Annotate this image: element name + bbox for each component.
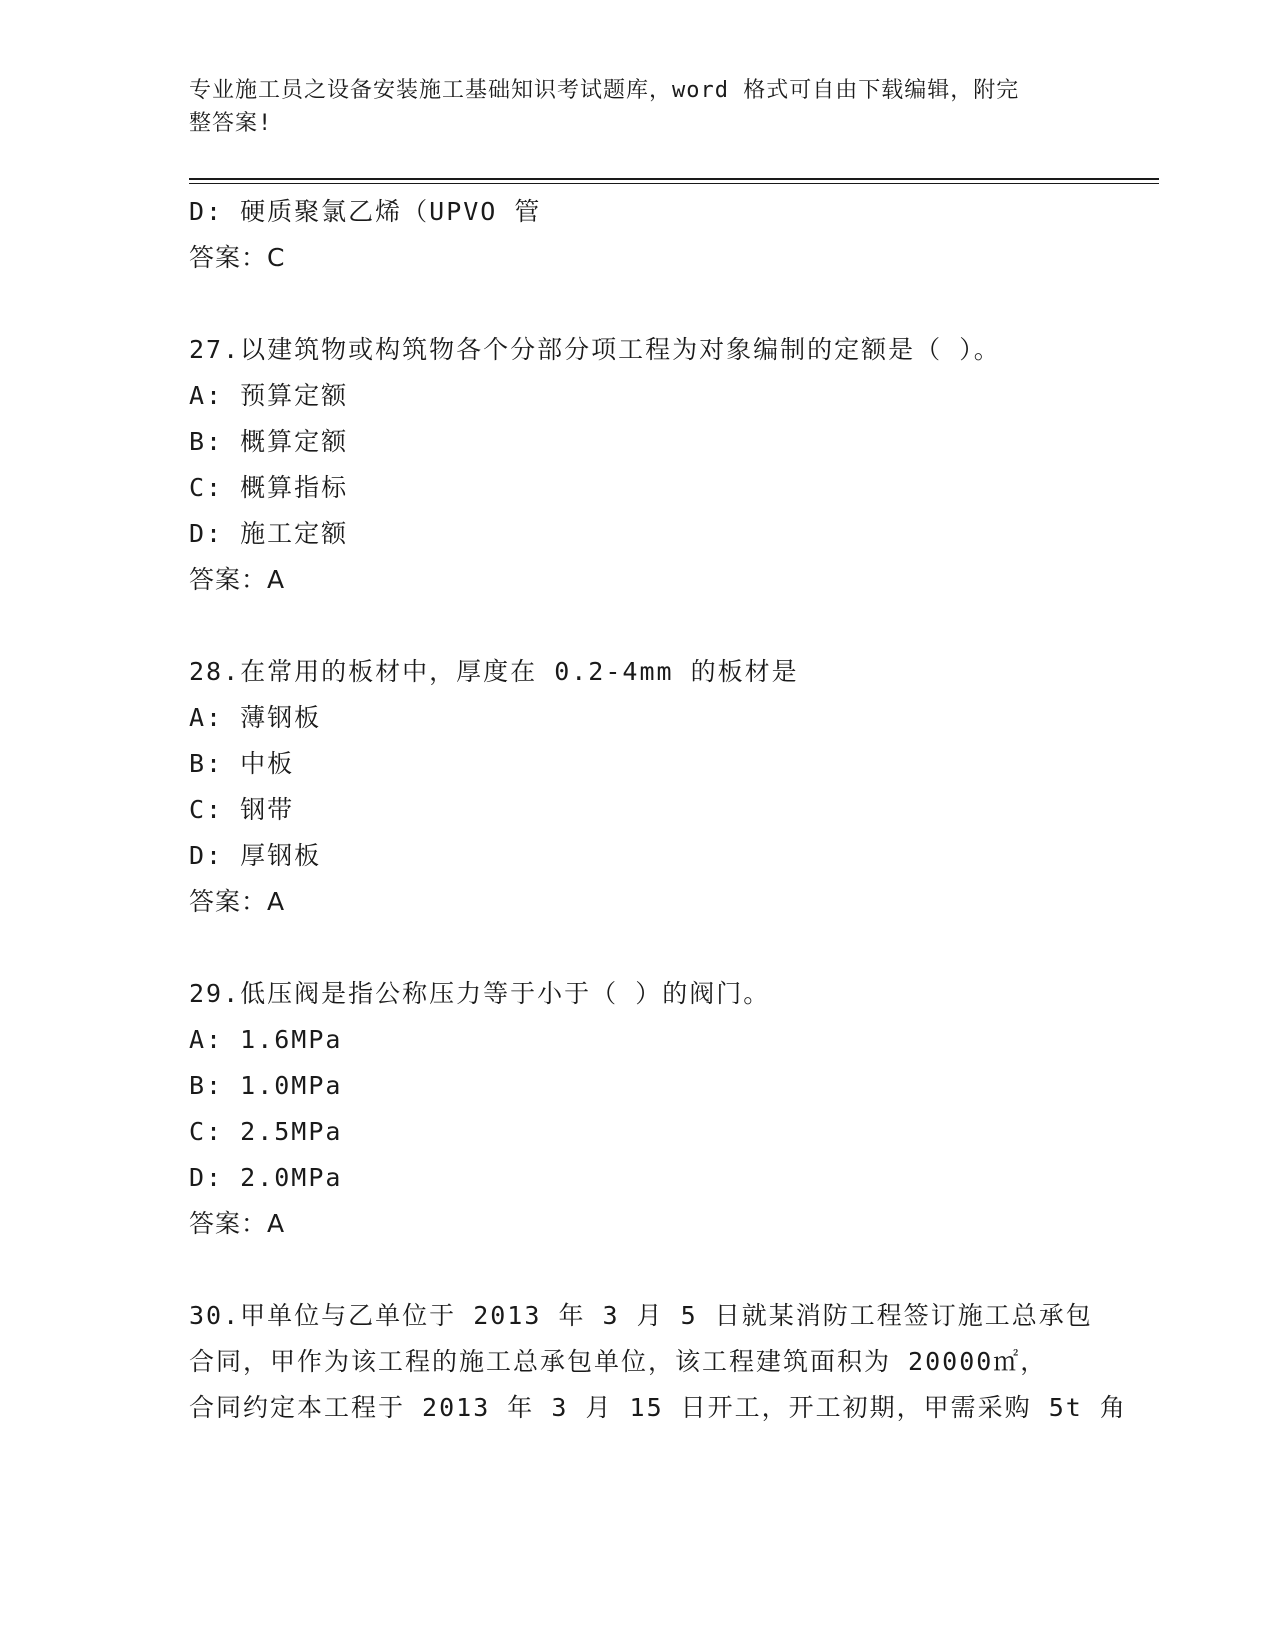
- question-26: [189, 189, 1089, 281]
- question-stem: 28.在常用的板材中，厚度在 0.2-4mm 的板材是: [189, 657, 799, 686]
- header-divider-thin: [189, 183, 1159, 184]
- answer-label: 答案：A: [189, 565, 286, 594]
- question-stem: 29.低压阀是指公称压力等于小于（ ）的阀门。: [189, 979, 771, 1008]
- header-line-1: 专业施工员之设备安装施工基础知识考试题库，word 格式可自由下载编辑，附完: [189, 78, 1020, 103]
- answer-label: 答案：A: [189, 887, 286, 916]
- answer-label: 答案：C: [189, 243, 286, 272]
- spacer: [189, 603, 1089, 649]
- option-d: D: 硬质聚氯乙烯（UPVO 管: [189, 197, 542, 226]
- document-header: [189, 74, 1069, 140]
- question-stem-line-2: 合同，甲作为该工程的施工总承包单位，该工程建筑面积为 20000㎡，: [189, 1347, 1048, 1376]
- option-b: B: 1.0MPa: [189, 1071, 343, 1100]
- question-29: [189, 971, 1089, 1247]
- question-30: [189, 1293, 1127, 1431]
- option-b: B: 概算定额: [189, 427, 349, 456]
- question-stem-line-1: 30.甲单位与乙单位于 2013 年 3 月 5 日就某消防工程签订施工总承包: [189, 1301, 1093, 1330]
- question-stem: 27.以建筑物或构筑物各个分部分项工程为对象编制的定额是（ ）。: [189, 335, 1001, 364]
- option-d: D: 施工定额: [189, 519, 349, 548]
- header-divider-thick: [189, 178, 1159, 180]
- option-a: A: 薄钢板: [189, 703, 322, 732]
- option-c: C: 2.5MPa: [189, 1117, 343, 1146]
- option-c: C: 钢带: [189, 795, 295, 824]
- option-a: A: 预算定额: [189, 381, 349, 410]
- spacer: [189, 281, 1089, 327]
- spacer: [189, 1247, 1089, 1293]
- option-a: A: 1.6MPa: [189, 1025, 343, 1054]
- option-b: B: 中板: [189, 749, 295, 778]
- option-c: C: 概算指标: [189, 473, 349, 502]
- question-27: [189, 327, 1089, 603]
- question-28: [189, 649, 1089, 925]
- spacer: [189, 925, 1089, 971]
- answer-label: 答案：A: [189, 1209, 286, 1238]
- header-line-2: 整答案!: [189, 111, 273, 136]
- question-list: [189, 189, 1127, 1431]
- question-stem-line-3: 合同约定本工程于 2013 年 3 月 15 日开工，开工初期，甲需采购 5t 角: [189, 1393, 1127, 1422]
- option-d: D: 2.0MPa: [189, 1163, 343, 1192]
- option-d: D: 厚钢板: [189, 841, 322, 870]
